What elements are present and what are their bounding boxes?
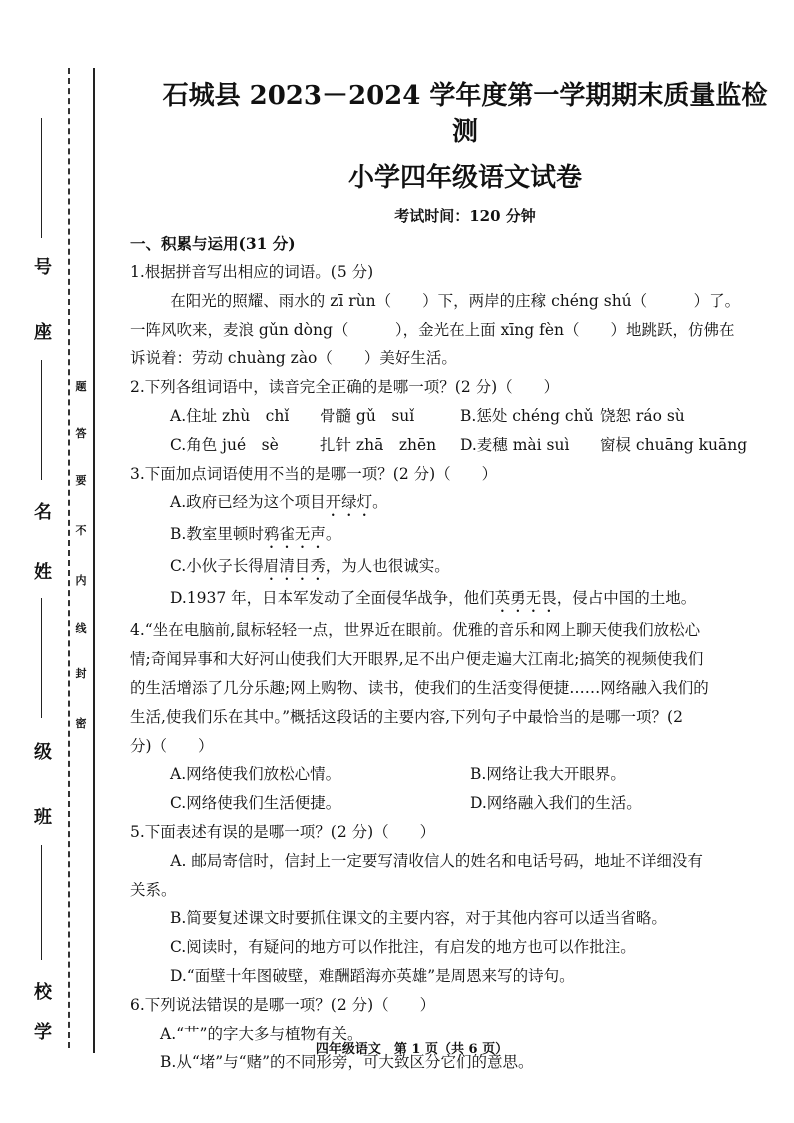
question-5-option-c: C.阅读时，有疑问的地方可以作批注，有启发的地方也可以作批注。	[170, 938, 636, 957]
question-4-line: 分)（ ）	[130, 736, 214, 755]
emphasized-word: 英勇无畏	[494, 589, 557, 608]
question-6-option-b: B.从“堵”与“赌”的不同形旁，可大致区分它们的意思。	[160, 1053, 534, 1072]
question-1-line: 在阳光的照耀、雨水的 zī rùn（ ）下，两岸的庄稼 chéng shú（ ）了。	[170, 291, 741, 310]
seal-char: 不	[75, 524, 87, 537]
emphasized-word: 开绿灯	[325, 493, 373, 512]
school-line	[41, 845, 42, 960]
seal-char: 封	[75, 667, 87, 680]
option-a-word2: 骨髓 gǔ suǐ	[320, 406, 415, 425]
question-4-line: 的生活增添了几分乐趣;网上购物、读书，使我们的生活变得便捷……网络融入我们的	[130, 678, 709, 697]
binding-margin	[0, 0, 100, 1123]
seal-char: 密	[75, 717, 87, 730]
name-line	[41, 360, 42, 480]
page-footer: 四年级语文 第 1 页（共 6 页）	[315, 1042, 509, 1057]
option-d: D.网络融入我们的生活。	[470, 794, 642, 813]
exam-time: 考试时间：120 分钟	[394, 207, 536, 225]
seal-char: 题	[75, 380, 87, 393]
question-5-option-b: B.简要复述课文时要抓住课文的主要内容，对于其他内容可以适当省略。	[170, 909, 667, 928]
seat-number-label-2: 座	[34, 322, 52, 343]
class-line	[41, 598, 42, 718]
question-4-line: 情;奇闻异事和大好河山使我们大开眼界,足不出户便走遍大江南北;搞笑的视频使我们	[130, 650, 704, 669]
exam-content	[130, 78, 770, 1077]
question-2-options-row	[130, 402, 770, 431]
option-a: A.网络使我们放松心情。	[170, 765, 342, 784]
question-6-option-a: A.“艹”的字大多与植物有关。	[160, 1024, 363, 1043]
option-d-word1: D.麦穗 mài suì	[460, 435, 570, 454]
question-5-option-a-cont: 关系。	[130, 880, 177, 899]
section-heading: 一、积累与运用(31 分)	[130, 234, 296, 253]
question-1-line: 诉说着：劳动 chuàng zào（ ）美好生活。	[130, 349, 457, 368]
class-label-1: 级	[34, 742, 52, 763]
option-c: C.网络使我们生活便捷。	[170, 794, 342, 813]
question-3-stem: 3.下面加点词语使用不当的是哪一项？(2 分)（ ）	[130, 464, 498, 483]
question-3-option-d: D.1937 年，日本军发动了全面侵华战争，他们英勇无畏，侵占中国的土地。	[170, 589, 697, 608]
seal-char: 答	[75, 427, 87, 440]
school-label-2: 学	[34, 1022, 52, 1043]
binding-solid-line	[93, 68, 95, 1053]
emphasized-word: 眉清目秀	[263, 557, 326, 576]
binding-dashed-line	[68, 68, 70, 1048]
exam-title: 石城县 2023－2024 学年度第一学期期末质量监检测	[162, 81, 768, 147]
question-1-stem: 1.根据拼音写出相应的词语。(5 分)	[130, 263, 374, 281]
question-3-option-b: B.教室里顿时鸦雀无声。	[170, 525, 342, 544]
question-3-option-c: C.小伙子长得眉清目秀，为人也很诚实。	[170, 557, 450, 576]
option-c-word2: 扎针 zhā zhēn	[320, 435, 437, 454]
question-3-option-a: A.政府已经为这个项目开绿灯。	[170, 493, 388, 512]
question-4-options-row	[130, 789, 770, 818]
question-1-line: 一阵风吹来，麦浪 gǔn dòng（ ），金光在上面 xīng fèn（ ）地跳跃，仿佛在	[130, 320, 735, 339]
question-5-option-a: A. 邮局寄信时，信封上一定要写清收信人的姓名和电话号码，地址不详细没有	[170, 851, 703, 870]
option-d-word2: 窗棂 chuāng kuāng	[600, 435, 748, 454]
question-2-options-row	[130, 431, 770, 460]
seat-number-line	[41, 118, 42, 238]
exam-subtitle: 小学四年级语文试卷	[347, 163, 582, 193]
school-label-1: 校	[34, 982, 52, 1003]
emphasized-word: 鸦雀无声	[263, 525, 326, 544]
class-label-2: 班	[34, 807, 52, 828]
seal-char: 线	[75, 622, 87, 635]
option-b-word1: B.惩处 chéng chǔ	[460, 406, 594, 425]
question-4-line: 4.“坐在电脑前,鼠标轻轻一点，世界近在眼前。优雅的音乐和网上聊天使我们放松心	[130, 621, 701, 640]
seal-char: 要	[75, 474, 87, 487]
question-6-stem: 6.下列说法错误的是哪一项？(2 分)（ ）	[130, 995, 436, 1014]
option-c-word1: C.角色 jué sè	[170, 435, 279, 454]
question-4-options-row	[130, 760, 770, 789]
question-2-stem: 2.下列各组词语中，读音完全正确的是哪一项？(2 分)（ ）	[130, 378, 560, 397]
seat-number-label-1: 号	[34, 257, 52, 278]
name-label-2: 姓	[34, 562, 52, 583]
seal-char: 内	[75, 574, 87, 587]
question-5-stem: 5.下面表述有误的是哪一项？(2 分)（ ）	[130, 822, 436, 841]
question-5-option-d: D.“面壁十年图破壁，难酬蹈海亦英雄”是周恩来写的诗句。	[170, 966, 575, 985]
question-4-line: 生活,使我们乐在其中。”概括这段话的主要内容,下列句子中最恰当的是哪一项？(2	[130, 707, 683, 726]
name-label-1: 名	[34, 502, 52, 523]
option-b: B.网络让我大开眼界。	[470, 765, 626, 784]
option-b-word2: 饶恕 ráo sù	[600, 406, 685, 425]
option-a-word1: A.住址 zhù chǐ	[170, 406, 290, 425]
